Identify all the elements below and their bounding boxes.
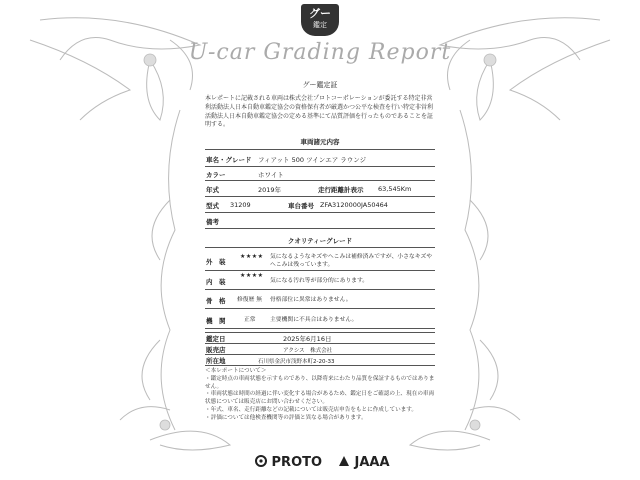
model-value: 31209	[230, 201, 251, 209]
divider	[205, 166, 435, 167]
date-label: 鑑定日	[206, 335, 226, 343]
quality-section-heading: クオリティーグレード	[287, 237, 353, 245]
note-item: ・評価については他検査機関等の評価と異なる場合があります。	[205, 414, 367, 421]
interior-label: 内 装	[206, 278, 226, 286]
mileage-label: 走行距離計表示	[318, 186, 364, 194]
report-subtitle: グー鑑定証	[302, 81, 338, 89]
mileage-value: 63,545Km	[378, 185, 412, 193]
divider	[205, 328, 435, 329]
jaaa-logo	[338, 455, 390, 470]
exterior-label: 外 装	[206, 258, 226, 266]
divider	[205, 180, 435, 181]
grade-value: フィアット 500 ツインエア ラウンジ	[258, 156, 367, 164]
divider	[205, 354, 435, 355]
divider	[205, 270, 435, 271]
divider	[205, 332, 435, 333]
dealer-value: アクシス 株式会社	[283, 348, 333, 354]
interior-rating: ★★★★	[240, 272, 264, 279]
exterior-text: 気になるようなキズやへこみは補修済みですが、小さなキズやへこみは残っています。	[270, 254, 433, 268]
date-value: 2025年6月16日	[283, 335, 332, 343]
divider	[205, 343, 435, 344]
divider	[205, 289, 435, 290]
year-value: 2019年	[258, 186, 282, 194]
frame-status: 修復歴 無	[237, 297, 263, 303]
badge-line2: 鑑定	[313, 21, 327, 29]
jaaa-mark-icon	[338, 455, 350, 467]
dealer-label: 販売店	[206, 346, 226, 354]
vehicle-section-heading: 車両諸元内容	[300, 138, 340, 146]
color-value: ホワイト	[258, 171, 284, 179]
address-label: 所在地	[206, 357, 226, 365]
exterior-rating: ★★★★	[240, 253, 264, 260]
report-notes	[205, 368, 435, 423]
jaaa-logo-text: JAAA	[354, 455, 390, 470]
divider	[205, 308, 435, 309]
goo-appraisal-badge	[301, 4, 339, 36]
color-label: カラー	[206, 171, 226, 179]
engine-label: 機 関	[206, 317, 226, 325]
frame-text: 骨格部位に異常はありません。	[270, 297, 352, 303]
badge-line1: グー	[309, 7, 331, 20]
engine-text: 主要機関に不具合はありません。	[270, 317, 358, 323]
note-item: ・鑑定時点の車両状態を示すものであり、以降将来にわたり品質を保証するものではありません。	[205, 375, 435, 390]
proto-mark-icon	[255, 455, 267, 467]
grade-label: 車名・グレード	[206, 156, 252, 164]
remarks-label: 備考	[206, 218, 219, 226]
divider	[205, 228, 435, 229]
model-label: 型式	[206, 202, 219, 210]
report-title: U-car Grading Report	[188, 40, 452, 65]
divider	[205, 149, 435, 150]
chassis-label: 車台番号	[288, 202, 314, 210]
intro-text: 本レポートに記載される車両は株式会社プロトコーポレーションが委託する特定非営利活動法人日本自動車鑑定協会の資格保有者が厳選かつ公平な検査を行い特定非営利活動法人日本自動車鑑定協会の定める基準にて品質評価を行ったものであることを証明する。	[205, 95, 434, 129]
chassis-value: ZFA3120000JA50464	[320, 201, 388, 209]
proto-logo	[255, 455, 322, 470]
note-item: ・車両状態は時間の経過に伴い変化する場合があるため、鑑定日をご確認の上、現在の車両状態については販売店にお問い合わせください。	[205, 391, 435, 406]
proto-logo-text: PROTO	[271, 455, 323, 470]
address-value: 石川県金沢市浅野本町2-20-33	[258, 359, 335, 365]
divider	[205, 212, 435, 213]
note-heading: ＜本レポートについて＞	[205, 368, 267, 374]
interior-text: 気になる汚れ等が部分的にあります。	[270, 278, 369, 284]
year-label: 年式	[206, 186, 219, 194]
divider	[205, 247, 435, 248]
engine-status: 正常	[244, 317, 256, 323]
note-item: ・年式、車名、走行距離などの記載については販売店申告をもとに作成しています。	[205, 406, 418, 413]
divider	[205, 196, 435, 197]
divider	[205, 365, 435, 366]
frame-label: 骨 格	[206, 297, 226, 305]
